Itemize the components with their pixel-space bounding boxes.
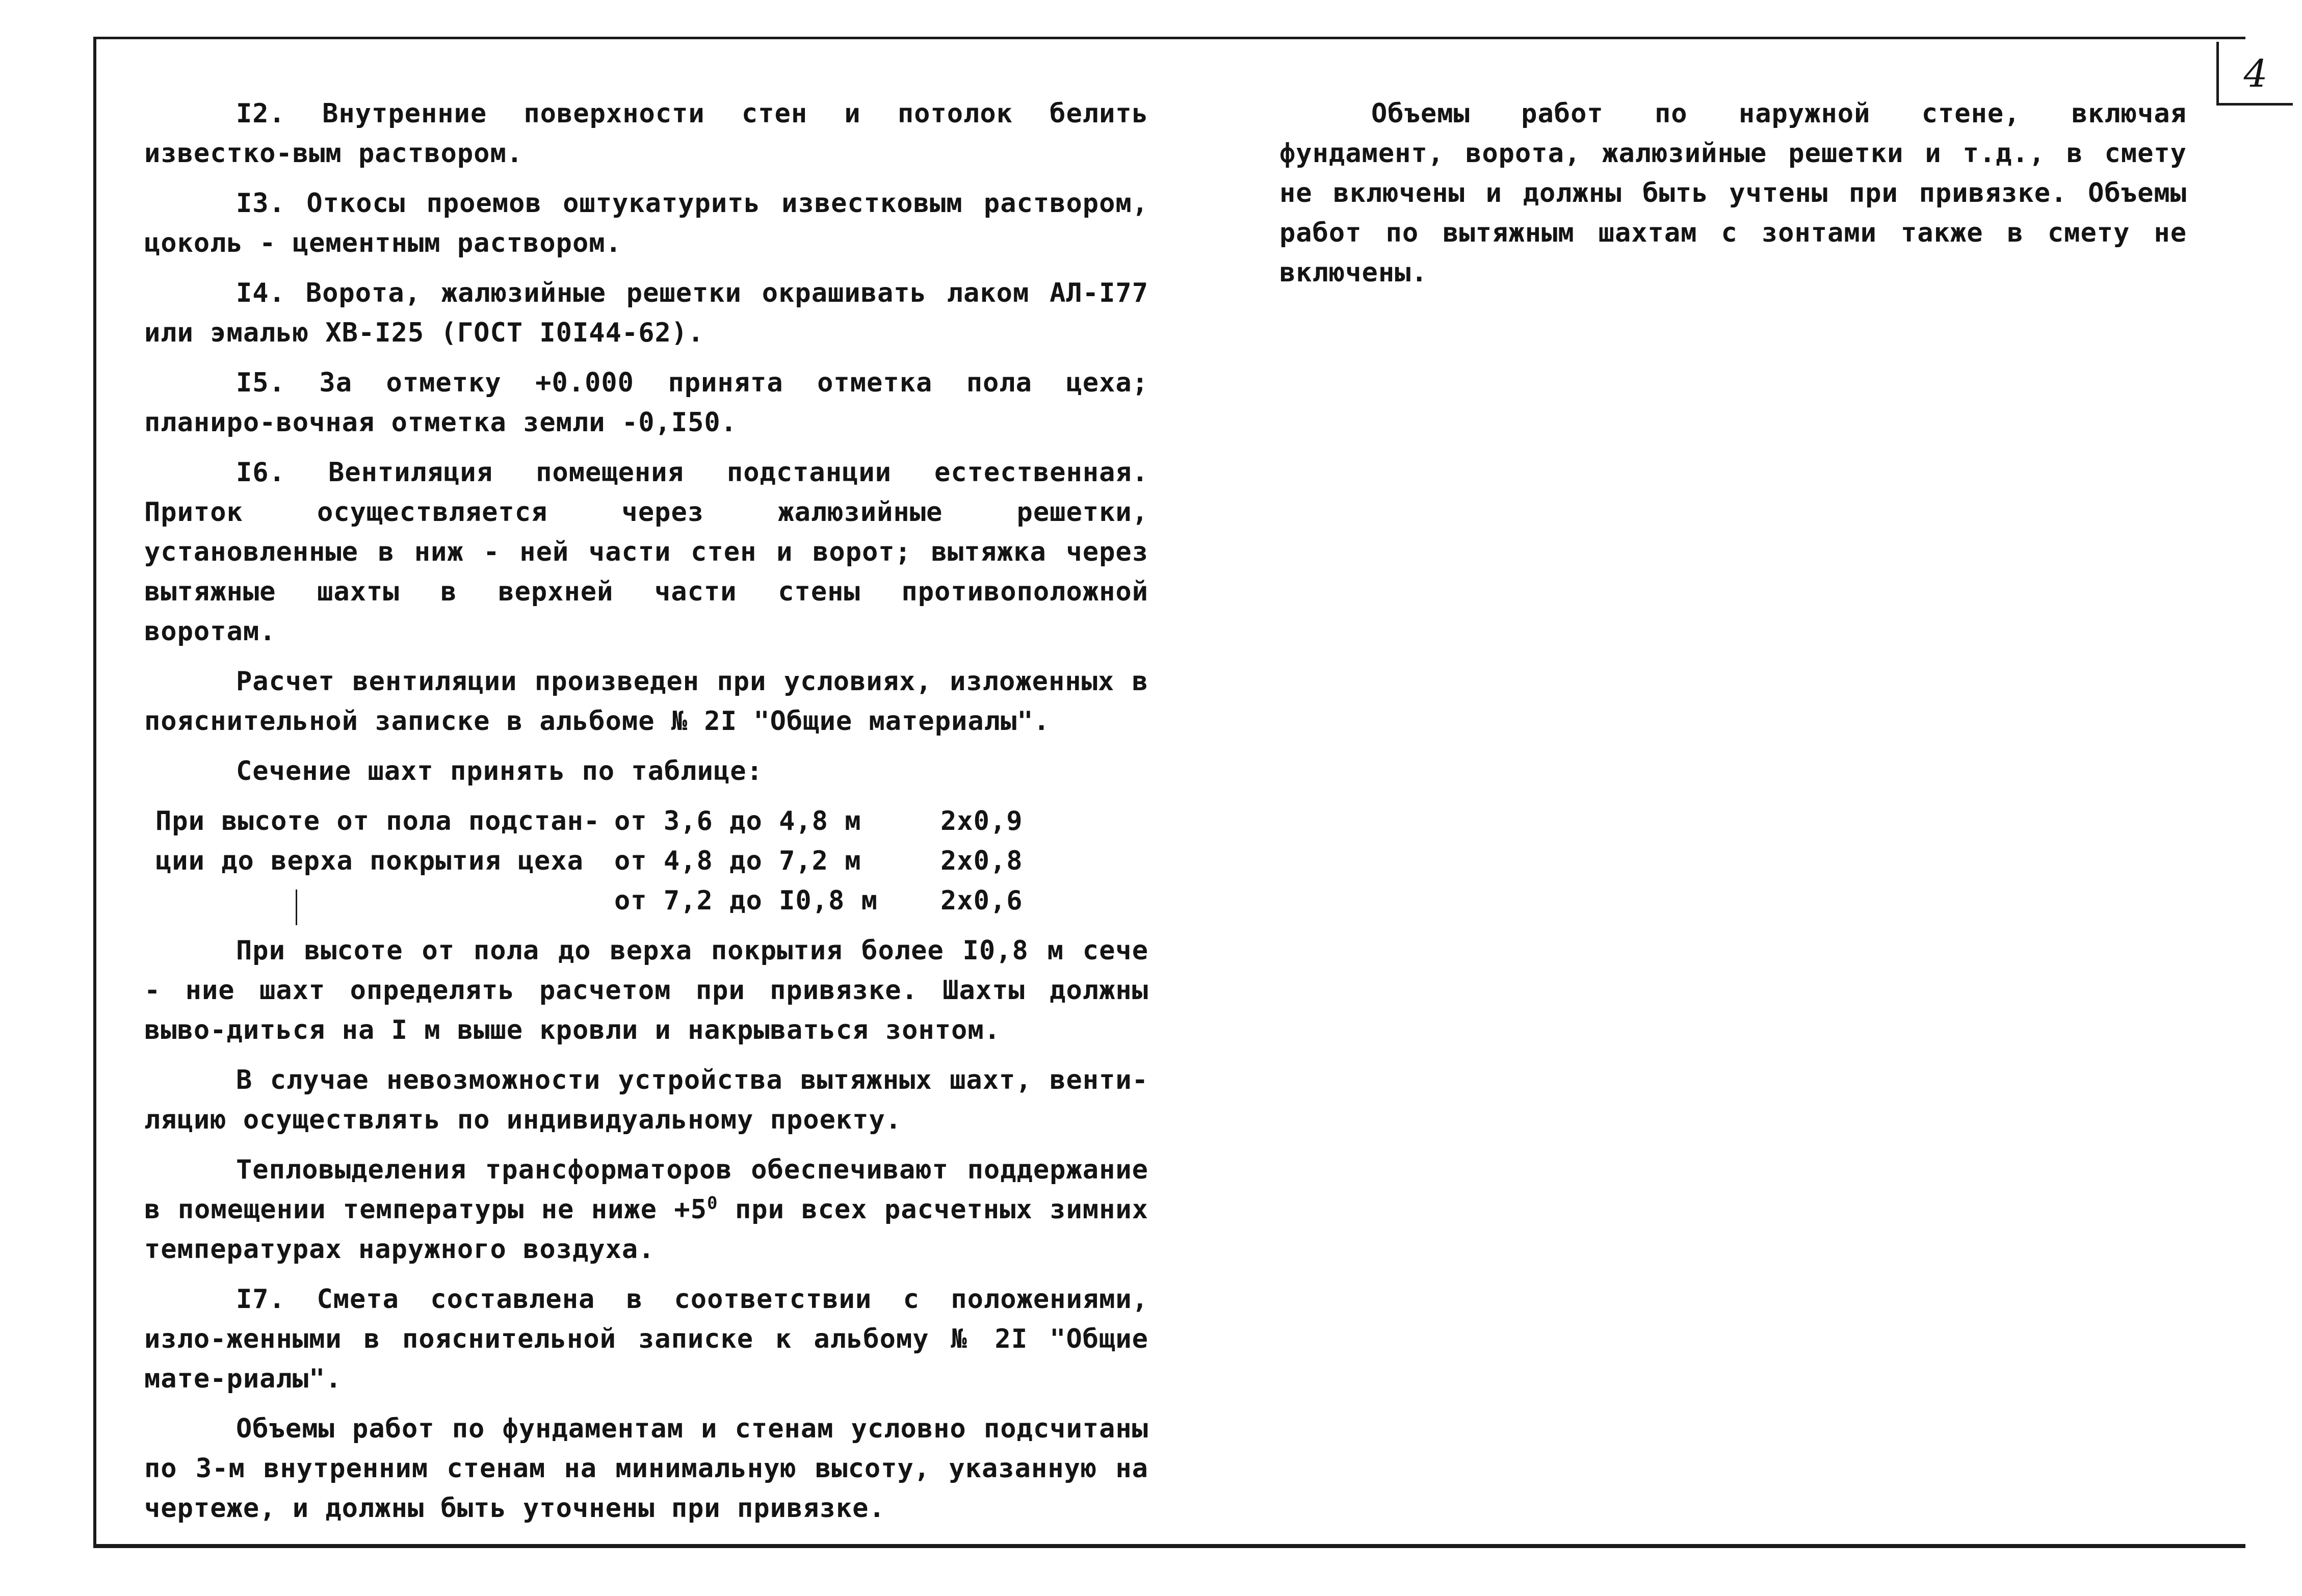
paragraph-14: I4. Ворота, жалюзийные решетки окрашивать лаком АЛ-I77 или эмалью ХВ-I25 (ГОСТ I0I44-62). [144, 278, 1148, 348]
left-column [144, 94, 1148, 1538]
paragraph-17: I7. Смета составлена в соответствии с положениями, изло-женными в пояснительной записке к альбому № 2I "Общие мате-риалы". [144, 1284, 1148, 1394]
table-label-line2: ции до верха покрытия цеха [155, 846, 584, 876]
paragraph-shaft-height: При высоте от пола до верха покрытия более I0,8 м сече - ние шахт определять расчетом при привязке. Шахты должны выво-диться на I м выше кровли и накрываться зонтом. [144, 935, 1148, 1045]
paragraph-15: I5. За отметку +0.000 принята отметка пола цеха; планиро-вочная отметка земли -0,I50. [144, 368, 1148, 438]
paragraph-individual-project: В случае невозможности устройства вытяжных шахт, венти-ляцию осуществлять по индивидуальному проекту. [144, 1065, 1148, 1135]
table-range: от 4,8 до 7,2 м [614, 846, 861, 876]
paragraph-heat-release [144, 1150, 1148, 1269]
heat-text-before: Тепловыделения трансформаторов обеспечивают поддержание в помещении температуры не ниже +5 [144, 1155, 1148, 1225]
page-number: 4 [2243, 52, 2268, 96]
table-label-line1: При высоте от пола подстан- [155, 806, 600, 836]
paragraph-ventilation-calc: Расчет вентиляции произведен при условиях, изложенных в пояснительной записке в альбоме № 2I "Общие материалы". [144, 666, 1148, 737]
paragraph-volumes: Объемы работ по фундаментам и стенам условно подсчитаны по 3-м внутренним стенам на минимальную высоту, указанную на чертеже, и должны быть уточнены при привязке. [144, 1414, 1148, 1524]
paragraph-16: I6. Вентиляция помещения подстанции естественная. Приток осуществляется через жалюзийные решетки, установленные в ниж - ней части стен и ворот; вытяжка через вытяжные шахты в верхней части стены противоположной воротам. [144, 457, 1148, 647]
heat-text-after: при всех расчетных зимних температурах наружного воздуха. [144, 1194, 1148, 1265]
table-range: от 7,2 до I0,8 м [614, 885, 878, 916]
table-value: 2x0,9 [940, 806, 1023, 836]
table-value: 2x0,6 [940, 885, 1023, 916]
table-row [155, 841, 1093, 881]
paragraph-13: I3. Откосы проемов оштукатурить известковым раствором, цоколь - цементным раствором. [144, 188, 1148, 258]
degree-superscript: 0 [707, 1193, 718, 1214]
text-cursor [296, 889, 297, 925]
paragraph-right-volumes: Объемы работ по наружной стене, включая фундамент, ворота, жалюзийные решетки и т.д., в смету не включены и должны быть учтены при привязке. Объемы работ по вытяжным шахтам с зонтами также в смету не включены. [1279, 98, 2187, 288]
table-label-empty [155, 881, 614, 921]
paragraph-shaft-section: Сечение шахт принять по таблице: [236, 756, 763, 787]
table-value: 2x0,8 [940, 846, 1023, 876]
table-row [155, 801, 1093, 841]
table-range: от 3,6 до 4,8 м [614, 806, 861, 836]
right-column [1279, 94, 2187, 303]
paragraph-12: I2. Внутренние поверхности стен и потолок белить известко-вым раствором. [144, 98, 1148, 169]
